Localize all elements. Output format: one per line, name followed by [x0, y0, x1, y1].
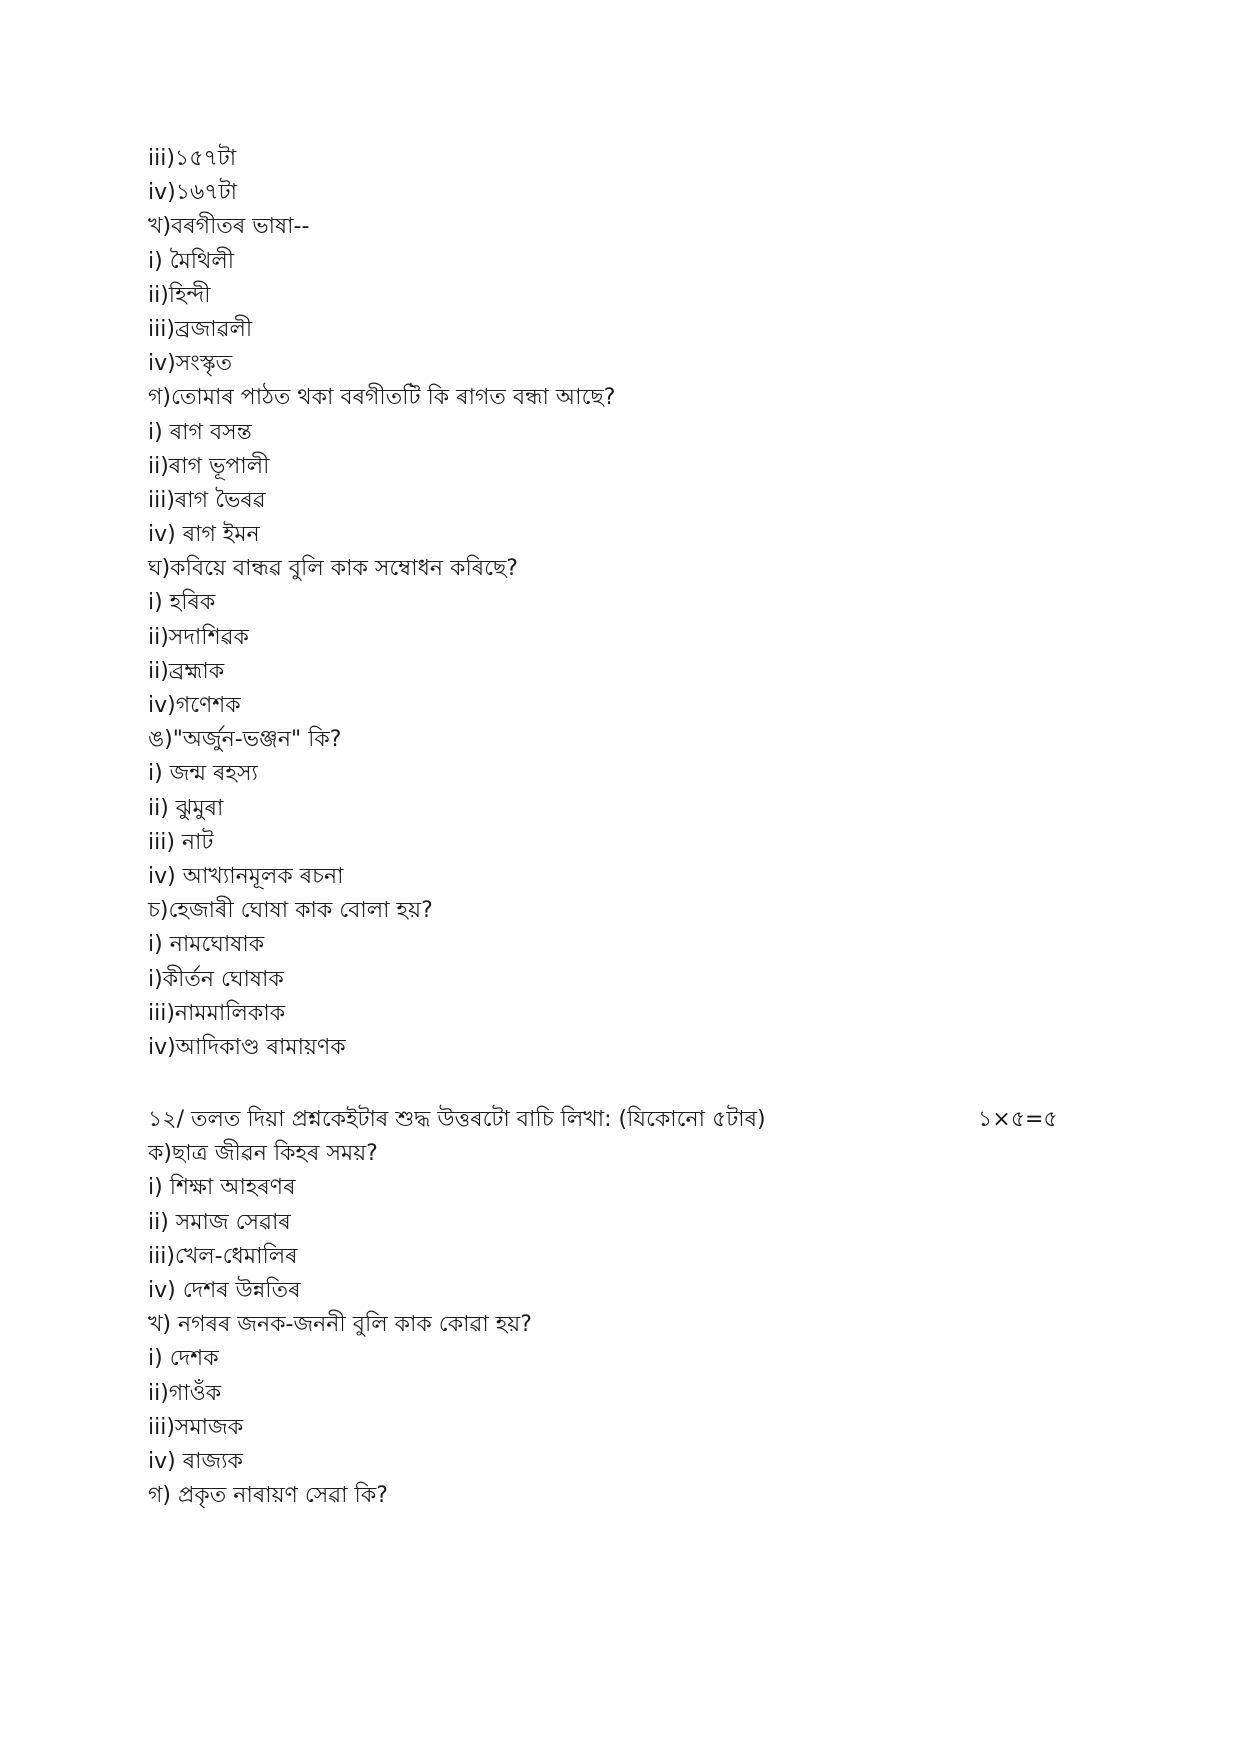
option-line: iii)নামমালিকাক [148, 1000, 286, 1026]
option-line: i) ৰাগ বসন্ত [148, 419, 252, 445]
option-line: i)কীৰ্তন ঘোষাক [148, 966, 284, 992]
option-line: iv)আদিকাণ্ড ৰামায়ণক [148, 1034, 346, 1060]
option-line: ii) সমাজ সেৱাৰ [148, 1209, 291, 1235]
option-line: i) দেশক [148, 1346, 219, 1372]
option-line: iv) ৰাজ্যক [148, 1448, 243, 1474]
option-line: i) জন্ম ৰহস্য [148, 761, 258, 787]
option-line: i) শিক্ষা আহৰণৰ [148, 1175, 296, 1201]
option-line: ii)ব্ৰহ্মাক [148, 658, 225, 684]
option-line: iii)ৰাগ ভৈৰৱ [148, 487, 266, 513]
option-line: iii)সমাজক [148, 1414, 244, 1440]
question-block-2 [148, 1137, 1108, 1513]
option-line: iii)খেল-ধেমালিৰ [148, 1243, 298, 1269]
question-line: খ) নগৰৰ জনক-জননী বুলি কাক কোৱা হয়? [148, 1312, 532, 1338]
option-line: iv)১৬৭টা [148, 180, 237, 206]
option-line: ii)হিন্দী [148, 282, 211, 308]
option-line: ii)গাওঁক [148, 1380, 222, 1406]
question-line: খ)বৰগীতৰ ভাষা-- [148, 214, 310, 240]
option-line: iv) ৰাগ ইমন [148, 522, 260, 548]
question-line: ঙ)"অৰ্জুন-ভঞ্জন" কি? [148, 727, 342, 753]
option-line: iv)সংস্কৃত [148, 351, 233, 377]
option-line: ii) ঝুমুৰা [148, 795, 224, 821]
option-line: i) নামঘোষাক [148, 932, 265, 958]
option-line: iv)গণেশক [148, 693, 241, 718]
option-line: i) মৈথিলী [148, 248, 235, 274]
exam-page [148, 142, 1108, 1513]
option-line: ii)সদাশিৱক [148, 624, 249, 650]
option-line: ii)ৰাগ ভূপালী [148, 453, 270, 479]
question-line: ঘ)কবিয়ে বান্ধৱ বুলি কাক সম্বোধন কৰিছে? [148, 556, 518, 582]
question-block-1 [148, 142, 1108, 1065]
option-line: iv) আখ্যানমূলক ৰচনা [148, 863, 344, 889]
question-12-heading-row [148, 1103, 1108, 1137]
question-line: চ)হেজাৰী ঘোষা কাক বোলা হয়? [148, 898, 433, 924]
question-line: গ)তোমাৰ পাঠত থকা বৰগীতটি কি ৰাগত বন্ধা আছে? [148, 385, 616, 411]
question-12-heading: ১২/ তলত দিয়া প্ৰশ্নকেইটাৰ শুদ্ধ উত্তৰটো বাচি লিখা: (যিকোনো ৫টাৰ) [148, 1107, 766, 1133]
question-12-marks: ১×৫=৫ [978, 1107, 1058, 1133]
question-line: গ) প্ৰকৃত নাৰায়ণ সেৱা কি? [148, 1483, 388, 1509]
section-gap [148, 1065, 1108, 1103]
option-line: iii)১৫৭টা [148, 146, 237, 171]
option-line: iv) দেশৰ উন্নতিৰ [148, 1278, 301, 1303]
option-line: i) হৰিক [148, 590, 216, 616]
option-line: iii) নাট [148, 829, 214, 855]
question-line: ক)ছাত্ৰ জীৱন কিহৰ সময়? [148, 1141, 378, 1167]
option-line: iii)ব্ৰজাৱলী [148, 316, 253, 342]
